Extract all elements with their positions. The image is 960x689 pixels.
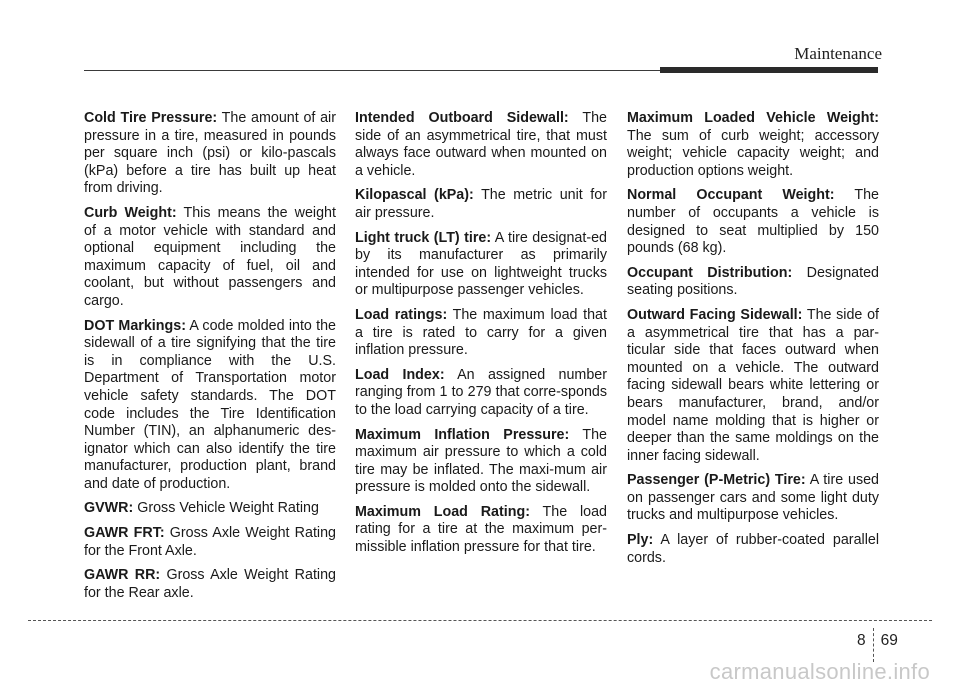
glossary-column-1 xyxy=(84,110,336,609)
page-section-title: Maintenance xyxy=(794,44,882,63)
glossary-definition: The sum of curb weight; accessory weight; vehicle capacity weight; and production options weight. xyxy=(627,127,879,179)
glossary-definition: The metric unit for air pressure. xyxy=(355,187,607,221)
footer-rule xyxy=(28,620,932,621)
glossary-entry xyxy=(355,367,607,420)
glossary-definition: The side of an asymmetrical tire, that must always face outward when mounted on a vehicle. xyxy=(355,110,607,179)
glossary-term: Light truck (LT) tire: xyxy=(355,229,492,246)
chapter-number: 8 xyxy=(857,632,866,649)
glossary-entry xyxy=(84,525,336,560)
header-rule-accent xyxy=(660,67,878,73)
glossary-entry xyxy=(355,110,607,180)
glossary-term: Passenger (P-Metric) Tire: xyxy=(627,472,806,489)
glossary-term: Load Index: xyxy=(355,366,445,383)
glossary-term: Cold Tire Pressure: xyxy=(84,110,218,126)
glossary-entry xyxy=(627,110,879,180)
glossary-entry xyxy=(84,500,336,518)
glossary-definition: The maximum air pressure to which a cold tire may be inflated. The maxi-mum air pressure is molded onto the sidewall. xyxy=(355,426,608,496)
glossary-term: DOT Markings: xyxy=(84,317,186,334)
glossary-term: GAWR RR: xyxy=(84,567,161,584)
glossary-entry xyxy=(84,110,336,198)
glossary-entry xyxy=(627,307,879,465)
glossary-definition: An assigned number ranging from 1 to 279 that corre-sponds to the load carrying capacity of a tire. xyxy=(355,366,607,418)
watermark: carmanualsonline.info xyxy=(709,659,930,684)
glossary-entry xyxy=(627,532,879,567)
glossary-term: GVWR: xyxy=(84,500,134,517)
glossary-definition: The number of occupants a vehicle is designed to seat multiplied by 150 pounds (68 kg). xyxy=(627,187,879,257)
glossary-entry xyxy=(355,504,607,557)
glossary-term: Maximum Load Rating: xyxy=(355,503,530,520)
glossary-definition: The side of a asymmetrical tire that has a par-ticular side that faces outward when mounted on a vehicle. The outward facing sidewall bears white lettering or bears manufacturer, brand, and/or model name molding that is higher or deeper than the same moldings on the inner facing sidewall. xyxy=(627,306,879,464)
page-number xyxy=(857,624,898,658)
glossary-entry xyxy=(627,187,879,257)
glossary-term: Normal Occupant Weight: xyxy=(627,187,835,204)
glossary-entry xyxy=(355,427,607,497)
glossary-definition: Gross Axle Weight Rating for the Rear axle. xyxy=(84,567,337,601)
glossary-column-3 xyxy=(627,110,879,574)
glossary-column-2 xyxy=(355,110,607,564)
header-rule xyxy=(84,70,664,71)
glossary-entry xyxy=(84,567,336,602)
glossary-entry xyxy=(84,318,336,494)
glossary-definition: Gross Axle Weight Rating for the Front Axle. xyxy=(84,525,336,559)
glossary-entry xyxy=(355,230,607,300)
glossary-term: Kilopascal (kPa): xyxy=(355,187,474,204)
glossary-term: Curb Weight: xyxy=(84,204,177,221)
glossary-definition: This means the weight of a motor vehicle with standard and optional equipment including the maximum capacity of fuel, oil and coolant, but without passengers and cargo. xyxy=(84,204,336,309)
glossary-term: Maximum Loaded Vehicle Weight: xyxy=(627,110,879,126)
glossary-entry xyxy=(355,307,607,360)
glossary-term: GAWR FRT: xyxy=(84,525,165,542)
glossary-definition: The maximum load that a tire is rated to carry for a given inflation pressure. xyxy=(355,306,607,359)
glossary-definition: The load rating for a tire at the maximum per-missible inflation pressure for that tire. xyxy=(355,503,607,556)
glossary-definition: A code molded into the sidewall of a tire signifying that the tire is in compliance with the U.S. Department of Transportation motor vehicle safety standards. The DOT code includes the Tire Identification Number (TIN), an alphanumeric des-ignator which can also identify the tire manufacturer, production plant, brand and date of production. xyxy=(84,317,336,492)
glossary-term: Ply: xyxy=(627,532,654,549)
glossary-term: Maximum Inflation Pressure: xyxy=(355,426,570,443)
glossary-term: Intended Outboard Sidewall: xyxy=(355,110,569,126)
glossary-entry xyxy=(84,205,336,311)
glossary-entry xyxy=(627,472,879,525)
glossary-entry xyxy=(627,265,879,300)
glossary-term: Outward Facing Sidewall: xyxy=(627,306,803,323)
glossary-definition: Designated seating positions. xyxy=(627,264,879,299)
glossary-entry xyxy=(355,187,607,222)
page-number-separator xyxy=(873,628,874,662)
glossary-definition: Gross Vehicle Weight Rating xyxy=(133,500,319,517)
glossary-definition: The amount of air pressure in a tire, measured in pounds per square inch (psi) or kilo-pascals (kPa) before a tire has built up heat from driving. xyxy=(84,110,336,197)
page-number-value: 69 xyxy=(880,632,898,649)
glossary-definition: A layer of rubber-coated parallel cords. xyxy=(627,532,879,566)
glossary-term: Load ratings: xyxy=(355,306,448,323)
glossary-term: Occupant Distribution: xyxy=(627,264,793,281)
glossary-definition: A tire used on passenger cars and some light duty trucks and multipurpose vehicles. xyxy=(627,472,879,524)
glossary-definition: A tire designat-ed by its manufacturer as primarily intended for use on lightweight trucks or multipurpose passenger vehicles. xyxy=(355,229,608,299)
